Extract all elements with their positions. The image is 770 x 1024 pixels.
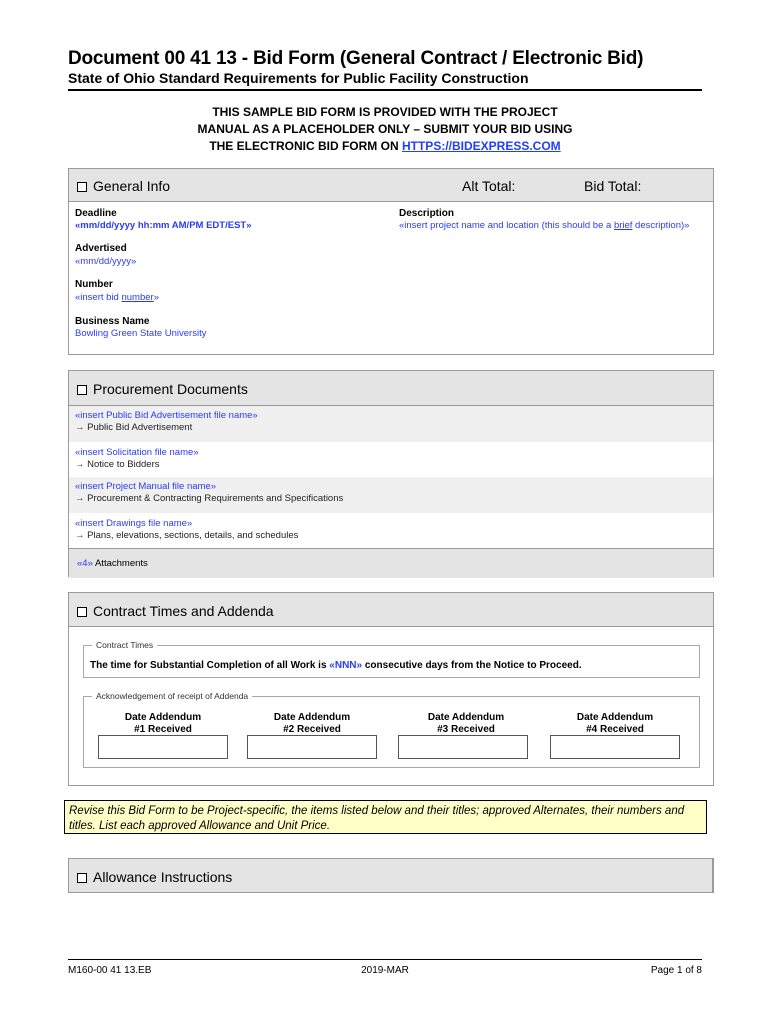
list-item[interactable] <box>69 477 713 513</box>
description-label: Description <box>399 208 455 219</box>
addendum-line-2: #1 Received <box>134 724 192 735</box>
list-item[interactable] <box>69 406 713 442</box>
procurement-documents-panel <box>68 370 714 577</box>
addendum-line-1: Date Addendum <box>124 712 202 723</box>
description-prefix: «insert project name and location (this should be a <box>399 220 614 231</box>
notice-line-1: THIS SAMPLE BID FORM IS PROVIDED WITH THE PROJECT <box>212 105 558 119</box>
checkbox-icon[interactable] <box>77 873 87 883</box>
addendum-2-date-input[interactable] <box>247 735 377 759</box>
procurement-header <box>69 371 713 406</box>
general-info-panel <box>68 168 714 355</box>
allowance-instructions-panel <box>68 858 714 893</box>
addendum-1-label <box>98 712 228 736</box>
doc-file-name: «insert Drawings file name» <box>75 518 193 529</box>
list-item[interactable] <box>69 442 713 477</box>
times-prefix: The time for Substantial Completion of all Work is <box>90 660 330 671</box>
description-suffix: description)» <box>632 220 690 231</box>
contract-heading: Contract Times and Addenda <box>93 603 274 619</box>
list-item[interactable] <box>69 513 713 548</box>
doc-description: → Public Bid Advertisement <box>75 422 193 433</box>
header-rule <box>68 89 702 91</box>
footer-date: 2019-MAR <box>361 965 409 976</box>
advertised-value[interactable]: «mm/dd/yyyy» <box>75 256 137 267</box>
deadline-value[interactable]: «mm/dd/yyyy hh:mm AM/PM EDT/EST» <box>75 220 252 231</box>
contract-header <box>69 593 713 627</box>
doc-file-name: «insert Public Bid Advertisement file name» <box>75 410 258 421</box>
notice-line-2: MANUAL AS A PLACEHOLDER ONLY – SUBMIT YOUR BID USING <box>197 122 573 136</box>
addenda-fieldset <box>83 691 700 768</box>
business-name-label: Business Name <box>75 316 150 327</box>
description-underlined: brief <box>613 220 633 231</box>
document-title: Document 00 41 13 - Bid Form (General Contract / Electronic Bid) <box>68 48 644 69</box>
contract-times-panel <box>68 592 714 786</box>
business-name-value[interactable]: Bowling Green State University <box>75 328 207 339</box>
description-value[interactable] <box>399 220 689 231</box>
bidexpress-link[interactable]: HTTPS://BIDEXPRESS.COM <box>401 139 561 153</box>
checkbox-icon[interactable] <box>77 607 87 617</box>
general-info-header <box>69 169 713 202</box>
times-suffix: consecutive days from the Notice to Proceed. <box>362 660 582 671</box>
doc-description: → Notice to Bidders <box>75 459 160 470</box>
notice-line-3-text: THE ELECTRONIC BID FORM ON <box>209 139 402 153</box>
addendum-line-2: #2 Received <box>283 724 341 735</box>
footer-rule <box>68 959 702 960</box>
general-info-heading: General Info <box>93 178 171 194</box>
substantial-completion-text <box>90 660 582 671</box>
addendum-3-date-input[interactable] <box>398 735 528 759</box>
allowance-heading: Allowance Instructions <box>93 869 233 885</box>
addendum-4-label <box>550 712 680 736</box>
contract-times-fieldset <box>83 640 700 678</box>
number-underlined: number <box>121 292 154 303</box>
deadline-label: Deadline <box>75 208 117 219</box>
attachments-count: «4» <box>77 558 93 569</box>
revise-instructions-note: Revise this Bid Form to be Project-specific, the items listed below and their titles; approved Alternates, their numbers and titles. List each approved Allowance and Unit Price. <box>64 800 707 834</box>
addendum-4-date-input[interactable] <box>550 735 680 759</box>
addendum-1-date-input[interactable] <box>98 735 228 759</box>
document-subtitle: State of Ohio Standard Requirements for Public Facility Construction <box>68 70 529 86</box>
footer-page-number: Page 1 of 8 <box>650 965 702 976</box>
contract-times-legend: Contract Times <box>92 640 157 650</box>
procurement-heading: Procurement Documents <box>93 381 248 397</box>
number-value[interactable] <box>75 292 159 303</box>
checkbox-icon[interactable] <box>77 182 87 192</box>
doc-description: → Procurement & Contracting Requirements and Specifications <box>75 493 344 504</box>
advertised-label: Advertised <box>75 243 127 254</box>
addendum-line-1: Date Addendum <box>427 712 505 723</box>
doc-file-name: «insert Project Manual file name» <box>75 481 216 492</box>
addendum-2-label <box>247 712 377 736</box>
addendum-line-2: #4 Received <box>586 724 644 735</box>
field-divider <box>69 354 392 355</box>
addendum-line-1: Date Addendum <box>576 712 654 723</box>
attachments-summary <box>77 558 148 569</box>
checkbox-icon[interactable] <box>77 385 87 395</box>
sample-notice <box>68 104 702 155</box>
allowance-header <box>69 859 712 892</box>
number-suffix: » <box>153 292 159 303</box>
days-value[interactable]: «NNN» <box>329 660 363 671</box>
attachments-row[interactable] <box>69 548 713 578</box>
doc-file-name: «insert Solicitation file name» <box>75 447 199 458</box>
addendum-line-1: Date Addendum <box>273 712 351 723</box>
addendum-line-2: #3 Received <box>437 724 495 735</box>
number-label: Number <box>75 279 113 290</box>
notice-line-3 <box>68 138 702 155</box>
bid-total-label: Bid Total: <box>584 178 642 194</box>
addenda-legend: Acknowledgement of receipt of Addenda <box>92 691 252 701</box>
attachments-label: Attachments <box>92 558 148 569</box>
number-prefix: «insert bid <box>75 292 122 303</box>
footer-doc-id: M160-00 41 13.EB <box>68 965 152 976</box>
doc-description: → Plans, elevations, sections, details, and schedules <box>75 530 299 541</box>
addendum-3-label <box>401 712 531 736</box>
alt-total-label: Alt Total: <box>462 178 516 194</box>
